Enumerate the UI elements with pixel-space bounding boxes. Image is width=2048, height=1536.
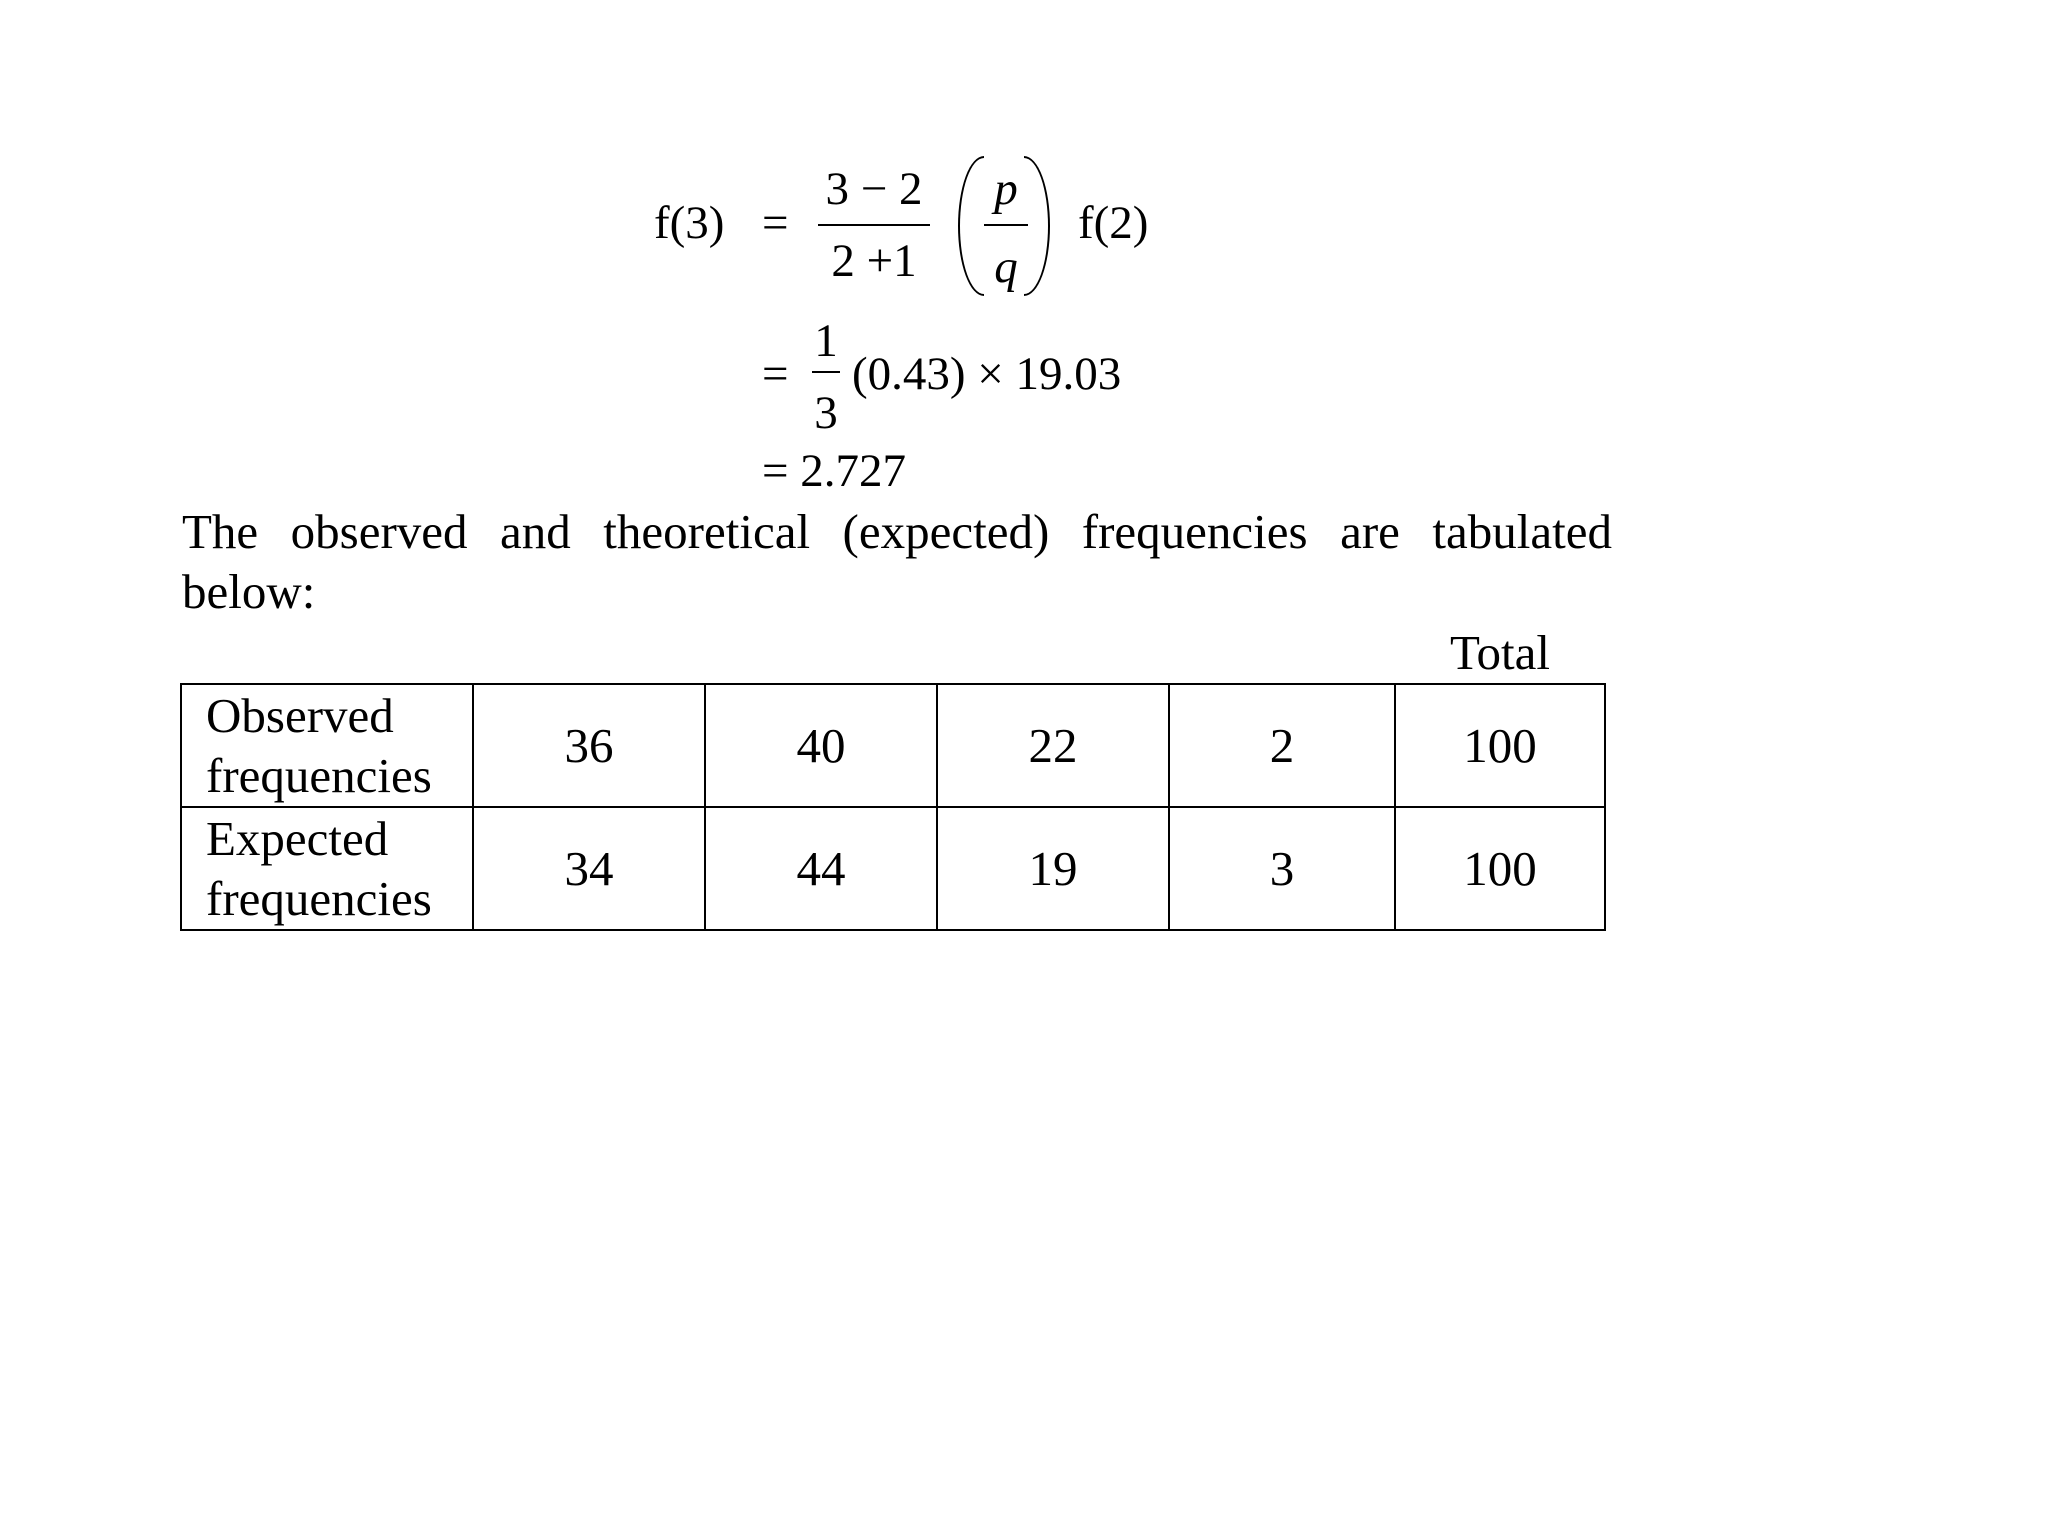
table-cell: 34 [473, 807, 705, 930]
fraction-bar [818, 224, 930, 226]
table-cell: 22 [937, 684, 1169, 807]
row-label-expected [181, 807, 473, 930]
right-parenthesis [1024, 156, 1050, 296]
table-row [181, 807, 1605, 930]
q-denominator: q [994, 241, 1018, 293]
frequency-table [180, 683, 1606, 931]
left-parenthesis [958, 156, 984, 296]
fraction-denominator: 2 +1 [831, 235, 917, 287]
table-cell-total: 100 [1395, 684, 1605, 807]
total-column-header: Total [1450, 625, 1550, 680]
table-cell: 19 [937, 807, 1169, 930]
row-label-line2: frequencies [206, 747, 432, 803]
line2-expression: (0.43) × 19.03 [852, 348, 1122, 400]
table-row [181, 684, 1605, 807]
table-cell-total: 100 [1395, 807, 1605, 930]
fraction-numerator: 3 − 2 [825, 163, 923, 215]
equation-rhs-function: f(2) [1078, 197, 1149, 249]
row-label-observed [181, 684, 473, 807]
table-cell: 44 [705, 807, 937, 930]
line2-fraction-bar [812, 371, 840, 373]
p-over-q-bar [984, 224, 1028, 226]
line2-equals-sign: = [762, 348, 789, 400]
description-paragraph: The observed and theoretical (expected) frequencies are tabulated below: [182, 504, 1612, 619]
equals-sign: = [762, 197, 789, 249]
table-cell: 40 [705, 684, 937, 807]
equation-lhs: f(3) [654, 197, 725, 249]
table-cell: 3 [1169, 807, 1395, 930]
table-cell: 36 [473, 684, 705, 807]
line2-fraction-denominator: 3 [814, 387, 838, 439]
line2-fraction-numerator: 1 [814, 315, 838, 367]
row-label-line2: frequencies [206, 870, 432, 926]
row-label-line1: Observed [206, 687, 394, 743]
table-cell: 2 [1169, 684, 1395, 807]
line3-result: = 2.727 [762, 445, 907, 497]
row-label-line1: Expected [206, 810, 389, 866]
p-numerator: p [994, 163, 1018, 215]
